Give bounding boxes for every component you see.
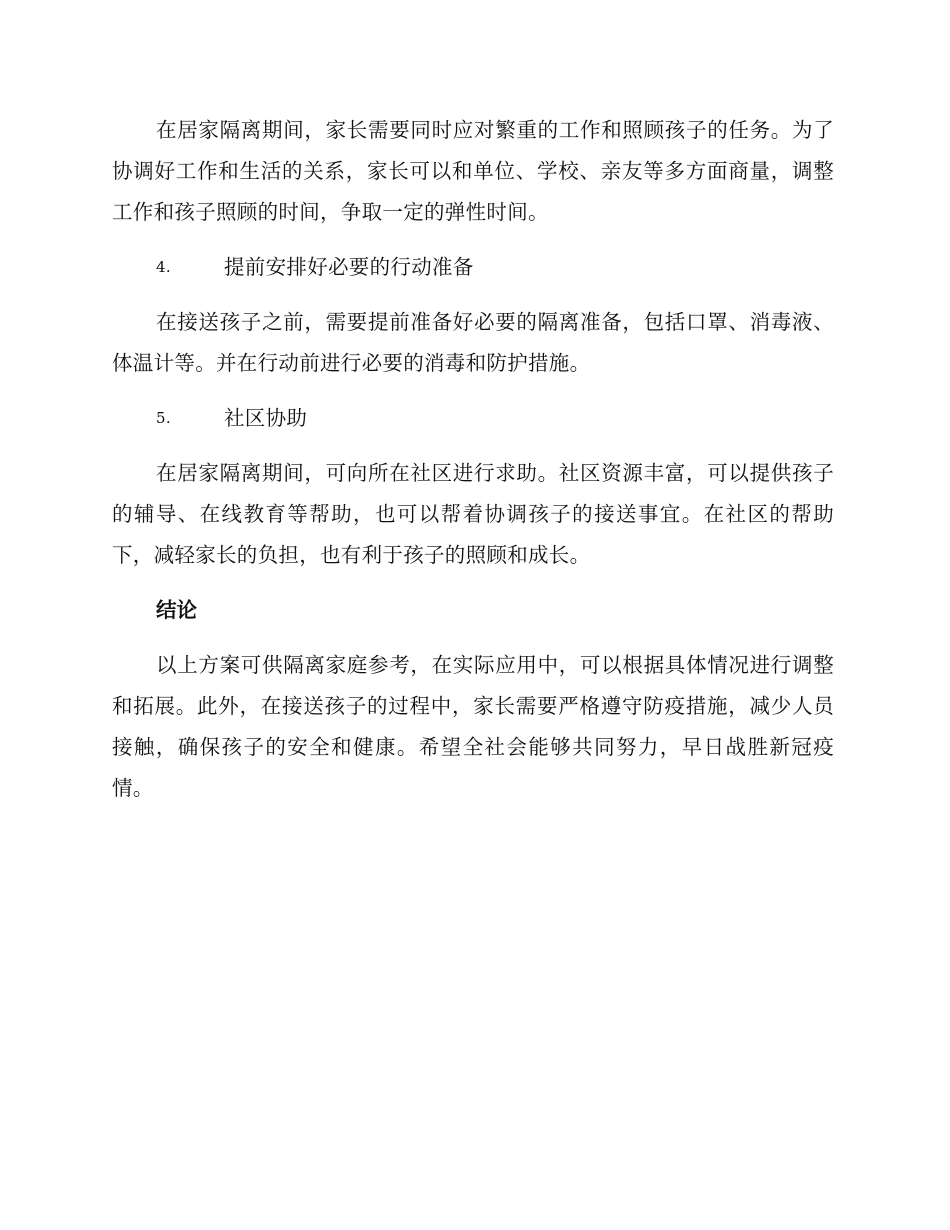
paragraph-flexible-time: 在居家隔离期间，家长需要同时应对繁重的工作和照顾孩子的任务。为了协调好工作和生活的关系，家长可以和单位、学校、亲友等多方面商量，调整工作和孩子照顾的时间，争取一定的弹性时间。 xyxy=(112,118,834,224)
document-page xyxy=(112,110,834,823)
list-item-preparation xyxy=(112,247,834,288)
paragraph-preparation: 在接送孩子之前，需要提前准备好必要的隔离准备，包括口罩、消毒液、体温计等。并在行动前进行必要的消毒和防护措施。 xyxy=(112,310,834,375)
list-number: 5. xyxy=(156,409,171,427)
paragraph-conclusion: 以上方案可供隔离家庭参考，在实际应用中，可以根据具体情况进行调整和拓展。此外，在接送孩子的过程中，家长需要严格遵守防疫措施，减少人员接触，确保孩子的安全和健康。希望全社会能够共同努力，早日战胜新冠疫情。 xyxy=(112,653,834,800)
conclusion-heading: 结论 xyxy=(156,598,197,622)
list-number: 4. xyxy=(156,258,171,276)
list-title: 社区协助 xyxy=(224,406,308,430)
list-title: 提前安排好必要的行动准备 xyxy=(224,255,474,279)
paragraph-community: 在居家隔离期间，可向所在社区进行求助。社区资源丰富，可以提供孩子的辅导、在线教育等帮助，也可以帮着协调孩子的接送事宜。在社区的帮助下，减轻家长的负担，也有利于孩子的照顾和成长。 xyxy=(112,461,834,567)
list-item-community xyxy=(112,398,834,439)
